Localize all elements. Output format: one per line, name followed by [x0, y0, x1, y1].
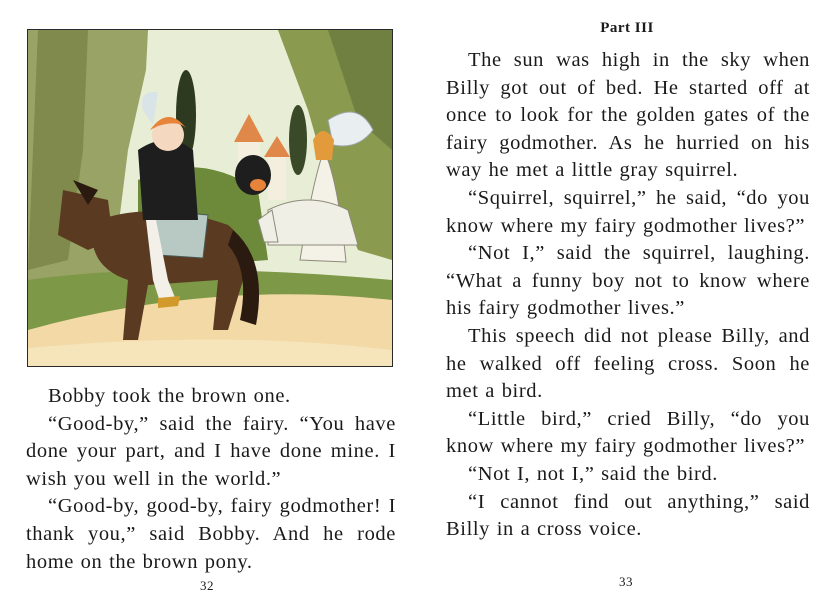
- left-paragraph-2: “Good-by,” said the fairy. “You have done your part, and I have done mine. I wish you well in the world.”: [26, 412, 396, 490]
- illustration-art: [28, 30, 392, 366]
- right-paragraph-2: “Squirrel, squirrel,” he said, “do you know where my fairy godmother lives?”: [446, 186, 810, 237]
- right-paragraph-1: The sun was high in the sky when Billy got out of bed. He started off at once to look for the golden gates of the fairy godmother. As he hurried on his way he met a little gray squirrel.: [446, 49, 810, 182]
- page-number-left: 32: [200, 578, 214, 593]
- right-page: [418, 0, 836, 604]
- left-page-text: [26, 383, 396, 576]
- part-title: Part III: [600, 20, 654, 36]
- right-paragraph-3: “Not I,” said the squirrel, laughing. “What a funny boy not to know where his fairy godmother lives.”: [446, 242, 810, 320]
- page-number-right: 33: [619, 574, 633, 589]
- right-paragraph-6: “Not I, not I,” said the bird.: [468, 462, 719, 485]
- right-page-text: [446, 47, 810, 544]
- right-paragraph-5: “Little bird,” cried Billy, “do you know where my fairy godmother lives?”: [446, 407, 810, 458]
- right-paragraph-4: This speech did not please Billy, and he walked off feeling cross. Soon he met a bird.: [446, 324, 810, 403]
- left-paragraph-3: “Good-by, good-by, fairy godmother! I thank you,” said Bobby. And he rode home on the brown pony.: [26, 495, 396, 573]
- left-paragraph-1: Bobby took the brown one.: [48, 385, 291, 407]
- right-paragraph-7: “I cannot find out anything,” said Billy in a cross voice.: [446, 490, 810, 541]
- illustration-boy-on-pony: [27, 29, 393, 367]
